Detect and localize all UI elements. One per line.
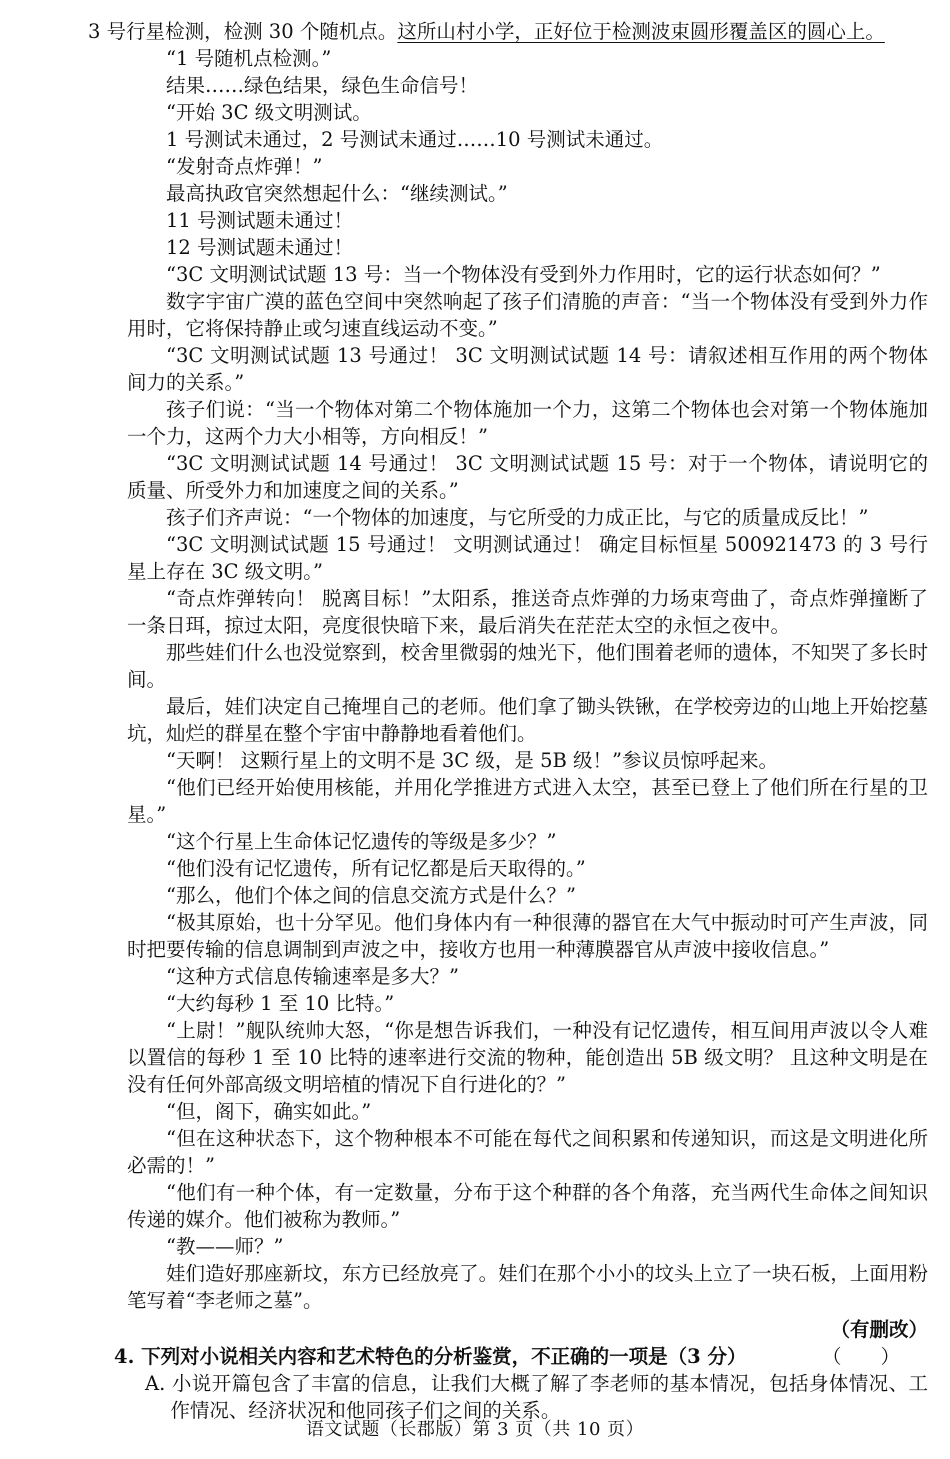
story-paragraph-8: 12 号测试题未通过！ [166,236,354,259]
paragraph-text: 3 号行星检测，检测 30 个随机点。 [88,20,398,43]
story-paragraph-22: “他们没有记忆遗传，所有记忆都是后天取得的。” [166,857,586,880]
story-paragraph-3: “开始 3C 级文明测试。 [166,101,372,124]
story-paragraph-2: 结果……绿色结果，绿色生命信号！ [166,74,479,97]
story-paragraph-9: “3C 文明测试试题 13 号：当一个物体没有受到外力作用时，它的运行状态如何？” [166,263,881,286]
story-paragraph-23: “那么，他们个体之间的信息交流方式是什么？” [166,884,576,907]
page-footer: 语文试题（长郡版）第 3 页（共 10 页） [305,1419,645,1440]
question-4 [114,1343,928,1370]
story-paragraph-31: “教——师？” [166,1235,284,1258]
story-paragraph-21: “这个行星上生命体记忆遗传的等级是多少？” [166,830,557,853]
story-paragraph-7: 11 号测试题未通过！ [166,209,354,232]
story-paragraph-14: 孩子们齐声说：“一个物体的加速度，与它所受的力成正比，与它的质量成反比！” [166,506,869,529]
story-paragraph-10: 数字宇宙广漠的蓝色空间中突然响起了孩子们清脆的声音：“当一个物体没有受到外力作用时，它将保持静止或匀速直线运动不变。” [127,290,928,340]
story-paragraph-20: “他们已经开始使用核能，并用化学推进方式进入太空，甚至已登上了他们所在行星的卫星。” [127,776,928,826]
story-paragraph-16: “奇点炸弹转向！ 脱离目标！”太阳系，推送奇点炸弹的力场束弯曲了，奇点炸弹撞断了一条日珥，掠过太阳，亮度很快暗下来，最后消失在茫茫太空的永恒之夜中。 [127,587,928,637]
answer-blank: （ ） [821,1345,900,1368]
abridged-note: （有删改） [830,1318,928,1341]
story-paragraph-25: “这种方式信息传输速率是多大？” [166,965,459,988]
story-paragraph-11: “3C 文明测试试题 13 号通过！ 3C 文明测试试题 14 号：请叙述相互作用的两个物体间力的关系。” [127,344,928,394]
story-paragraph-1: “1 号随机点检测。” [166,47,332,70]
story-body [127,45,928,1314]
story-paragraph-24: “极其原始，也十分罕见。他们身体内有一种很薄的器官在大气中振动时可产生声波，同时把要传输的信息调制到声波之中，接收方也用一种薄膜器官从声波中接收信息。” [127,911,928,961]
story-paragraph-5: “发射奇点炸弹！” [166,155,323,178]
story-paragraph-26: “大约每秒 1 至 10 比特。” [166,992,395,1015]
option-a: A. 小说开篇包含了丰富的信息，让我们大概了解了李老师的基本情况，包括身体情况、工作情况、经济状况和他同孩子们之间的关系。 [145,1372,928,1422]
story-paragraph-17: 那些娃们什么也没觉察到，校舍里微弱的烛光下，他们围着老师的遗体，不知哭了多长时间。 [127,641,928,691]
story-paragraph-13: “3C 文明测试试题 14 号通过！ 3C 文明测试试题 15 号：对于一个物体，请说明它的质量、所受外力和加速度之间的关系。” [127,452,928,502]
story-paragraph-12: 孩子们说：“当一个物体对第二个物体施加一个力，这第二个物体也会对第一个物体施加一个力，这两个力大小相等，方向相反！” [127,398,928,448]
story-paragraph-27: “上尉！”舰队统帅大怒，“你是想告诉我们，一种没有记忆遗传，相互间用声波以令人难以置信的每秒 1 至 10 比特的速率进行交流的物种，能创造出 5B 级文明？ 且这种文明是在没有任何外部高级文明培植的情况下自行进化的？” [127,1019,928,1096]
story-paragraph-15: “3C 文明测试试题 15 号通过！ 文明测试通过！ 确定目标恒星 500921473 的 3 号行星上存在 3C 级文明。” [127,533,928,583]
story-paragraph-30: “他们有一种个体，有一定数量，分布于这个种群的各个角落，充当两代生命体之间知识传递的媒介。他们被称为教师。” [127,1181,928,1231]
story-paragraph-18: 最后，娃们决定自己掩埋自己的老师。他们拿了锄头铁锹，在学校旁边的山地上开始挖墓坑，灿烂的群星在整个宇宙中静静地看着他们。 [127,695,928,745]
story-paragraph-0 [88,18,928,45]
story-paragraph-32: 娃们造好那座新坟，东方已经放亮了。娃们在那个小小的坟头上立了一块石板，上面用粉笔写着“李老师之墓”。 [127,1262,928,1312]
underlined-sentence: 这所山村小学，正好位于检测波束圆形覆盖区的圆心上。 [397,20,885,43]
story-paragraph-4: 1 号测试未通过，2 号测试未通过……10 号测试未通过。 [166,128,664,151]
question-stem: 4. 下列对小说相关内容和艺术特色的分析鉴赏，不正确的一项是（3 分） [114,1345,747,1368]
story-paragraph-6: 最高执政官突然想起什么：“继续测试。” [166,182,508,205]
story-paragraph-28: “但，阁下，确实如此。” [166,1100,372,1123]
story-paragraph-19: “天啊！ 这颗行星上的文明不是 3C 级，是 5B 级！”参议员惊呼起来。 [166,749,778,772]
story-paragraph-29: “但在这种状态下，这个物种根本不可能在每代之间积累和传递知识，而这是文明进化所必需的！” [127,1127,928,1177]
